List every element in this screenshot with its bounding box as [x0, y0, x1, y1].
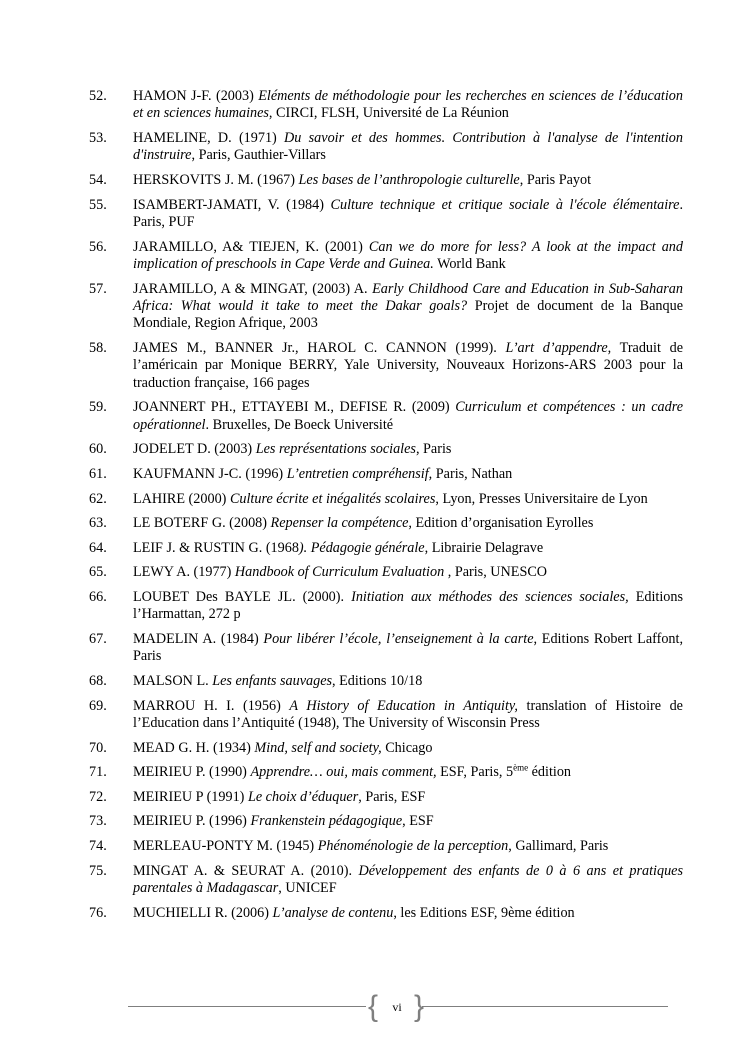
reference-number: 58. [89, 340, 107, 356]
footer-rule-right [422, 1006, 668, 1007]
reference-segment: MEAD G. H. (1934) [133, 739, 255, 756]
reference-number: 61. [89, 466, 107, 482]
reference-title: Frankenstein pédagogique [250, 813, 403, 830]
right-brace-icon: } [414, 990, 425, 1023]
reference-segment: MADELIN A. (1984) [133, 630, 264, 647]
reference-title: Phénoménologie de la perception [317, 837, 509, 854]
reference-segment: LE BOTERF G. (2008) [133, 515, 271, 532]
reference-segment: , Librairie Delagrave [424, 539, 544, 556]
reference-number: 53. [89, 130, 107, 146]
reference-segment: ESF, Paris, 5 [436, 764, 514, 781]
reference-number: 74. [89, 837, 107, 854]
reference-text [133, 441, 683, 458]
reference-text [133, 813, 683, 830]
reference-text [133, 491, 683, 508]
reference-item [89, 905, 683, 922]
reference-segment: LOUBET Des BAYLE JL. (2000). [133, 588, 352, 605]
reference-item [89, 466, 683, 483]
reference-segment: MERLEAU-PONTY M. (1945) [133, 837, 318, 854]
reference-text [133, 564, 683, 581]
reference-item [89, 564, 683, 581]
reference-number: 65. [89, 564, 107, 581]
reference-item [89, 130, 683, 165]
reference-number: 73. [89, 813, 107, 830]
reference-item [89, 491, 683, 508]
reference-item [89, 813, 683, 830]
reference-item [89, 740, 683, 757]
reference-segment: Traduit de l’américain par Monique BERRY, Yale University, Nouveaux Horizons-ARS 2003 pour la traduction française, 166 pages [133, 340, 683, 391]
reference-number: 54. [89, 172, 107, 188]
reference-text [133, 281, 683, 333]
reference-item [89, 863, 683, 898]
reference-segment: ISAMBERT-JAMATI, V. (1984) [133, 196, 331, 213]
reference-text [133, 340, 683, 392]
reference-segment: Chicago [381, 739, 433, 756]
reference-title: Mind, self and society, [254, 739, 382, 756]
reference-number: 64. [89, 539, 107, 556]
reference-item [89, 172, 683, 189]
reference-segment: JOANNERT PH., ETTAYEBI M., DEFISE R. (2009) [133, 399, 456, 416]
reference-segment: MALSON L. [133, 672, 213, 689]
reference-number: 71. [89, 764, 107, 781]
reference-segment: MEIRIEU P (1991) [133, 788, 248, 805]
reference-item [89, 340, 683, 392]
reference-segment: HERSKOVITS J. M. (1967) [133, 172, 299, 188]
reference-segment: MINGAT A. & SEURAT A. (2010). [133, 862, 359, 879]
reference-title: Curriculum et compétences : un cadre opérationnel [133, 399, 683, 433]
reference-segment: Editions l’Harmattan, 272 p [133, 588, 683, 623]
reference-number: 72. [89, 788, 107, 805]
reference-segment: , ESF [402, 813, 434, 830]
reference-number: 55. [89, 196, 107, 213]
reference-number: 60. [89, 441, 107, 458]
reference-title: Repenser la compétence [270, 515, 409, 532]
reference-number: 66. [89, 588, 107, 605]
reference-text [133, 698, 683, 733]
reference-item [89, 789, 683, 806]
reference-number: 59. [89, 399, 107, 416]
reference-item [89, 764, 683, 781]
reference-title: Culture technique et critique sociale à l'école élémentaire [330, 196, 680, 213]
reference-text [133, 399, 683, 434]
reference-segment: HAMON J-F. (2003) [133, 88, 259, 104]
reference-segment: , les Editions ESF, 9ème édition [393, 904, 575, 921]
reference-text [133, 172, 683, 189]
reference-segment: , Lyon, Presses Universitaire de Lyon [435, 490, 648, 507]
reference-number: 62. [89, 490, 107, 507]
reference-number: 69. [89, 697, 107, 714]
page-number: vi [392, 1000, 402, 1014]
reference-title: L’art d’appendre, [505, 340, 612, 356]
reference-title: ). Pédagogie générale [298, 539, 425, 556]
reference-title: Early Childhood Care and Education in Sub-Saharan Africa: What would it take to meet the Dakar goals? [133, 280, 683, 314]
reference-item [89, 239, 683, 274]
footer-rule-left [128, 1006, 366, 1007]
reference-title: Apprendre… oui, mais comment, [250, 764, 437, 781]
reference-number: 57. [89, 280, 107, 297]
reference-text [133, 789, 683, 806]
reference-item [89, 281, 683, 333]
reference-title: L’entretien compréhensif, [286, 466, 433, 482]
reference-item [89, 838, 683, 855]
reference-segment: , Paris, UNESCO [444, 564, 548, 581]
reference-title: Eléments de méthodologie pour les recherches en sciences de l’éducation et en sciences humaines [133, 88, 683, 122]
reference-text [133, 838, 683, 855]
reference-segment: , Paris Payot [519, 172, 592, 188]
reference-segment: édition [528, 764, 572, 781]
reference-number: 70. [89, 739, 107, 756]
reference-segment: , UNICEF [278, 879, 337, 896]
reference-segment: , Gallimard, Paris [508, 837, 609, 854]
reference-segment: MEIRIEU P. (1990) [133, 764, 251, 781]
reference-title: Du savoir et des hommes. Contribution à l'analyse de l'intention d'instruire [133, 130, 683, 164]
reference-title: A History of Education in Antiquity, [289, 697, 518, 714]
reference-segment: , Paris [415, 441, 452, 458]
reference-text [133, 130, 683, 165]
superscript-text: ème [513, 762, 529, 773]
reference-segment: MARROU H. I. (1956) [133, 697, 290, 714]
reference-title: Initiation aux méthodes des sciences sociales, [351, 588, 629, 605]
reference-title: Can we do more for less? A look at the impact and implication of preschools in Cape Verde and Guinea. [133, 238, 683, 272]
reference-text [133, 631, 683, 666]
reference-text [133, 466, 683, 483]
reference-text [133, 863, 683, 898]
reference-segment: JODELET D. (2003) [133, 441, 256, 458]
reference-item [89, 515, 683, 532]
reference-segment: Projet de document de la Banque Mondiale, Region Afrique, 2003 [133, 298, 683, 332]
reference-segment: World Bank [433, 256, 506, 272]
reference-number: 56. [89, 238, 107, 255]
reference-text [133, 88, 683, 123]
reference-segment: HAMELINE, D. (1971) [133, 130, 285, 146]
reference-number: 67. [89, 630, 107, 647]
reference-text [133, 515, 683, 532]
reference-title: L’analyse de contenu [272, 904, 394, 921]
reference-number: 75. [89, 862, 107, 879]
reference-number: 76. [89, 904, 107, 921]
reference-text [133, 540, 683, 557]
reference-title: Handbook of Curriculum Evaluation [234, 564, 445, 581]
reference-segment: MUCHIELLI R. (2006) [133, 904, 273, 921]
reference-number: 63. [89, 515, 107, 532]
reference-item [89, 631, 683, 666]
reference-segment: LEIF J. & RUSTIN G. (1968 [133, 539, 299, 556]
reference-segment: MEIRIEU P. (1996) [133, 813, 251, 830]
reference-text [133, 764, 683, 781]
reference-item [89, 698, 683, 733]
reference-segment: , Editions 10/18 [332, 672, 423, 689]
reference-segment: , CIRCI, FLSH, Université de La Réunion [268, 105, 509, 122]
reference-item [89, 540, 683, 557]
reference-segment: JARAMILLO, A& TIEJEN, K. (2001) [133, 238, 369, 255]
reference-title: Développement des enfants de 0 à 6 ans et pratiques parentales à Madagascar [133, 862, 683, 896]
reference-segment: . Bruxelles, De Boeck Université [205, 416, 394, 433]
reference-title: Les enfants sauvages [212, 672, 333, 689]
reference-title: Les représentations sociales [255, 441, 416, 458]
reference-segment: KAUFMANN J-C. (1996) [133, 466, 287, 482]
reference-text [133, 673, 683, 690]
reference-segment: , Editions Robert Laffont, Paris [133, 630, 683, 665]
reference-number: 68. [89, 672, 107, 689]
reference-segment: Paris, Nathan [432, 466, 513, 482]
reference-segment: translation of Histoire de l’Education dans l’Antiquité (1948), The University of Wisconsin Press [133, 697, 683, 731]
page-footer [128, 990, 668, 1023]
reference-item [89, 399, 683, 434]
reference-title: Culture écrite et inégalités scolaires [229, 490, 436, 507]
reference-item [89, 88, 683, 123]
reference-title: Le choix d’éduquer [247, 788, 359, 805]
reference-segment: , Edition d’organisation Eyrolles [408, 515, 594, 532]
reference-segment: LAHIRE (2000) [133, 490, 230, 507]
reference-item [89, 589, 683, 624]
reference-segment: , Paris, Gauthier-Villars [191, 147, 326, 164]
reference-title: Pour libérer l’école, l’enseignement à la carte [263, 630, 534, 647]
left-brace-icon: { [368, 990, 379, 1023]
reference-number: 52. [89, 88, 107, 104]
reference-segment: . Paris, PUF [133, 196, 684, 230]
reference-text [133, 905, 683, 922]
reference-item [89, 673, 683, 690]
reference-list [89, 88, 683, 929]
reference-segment: LEWY A. (1977) [133, 564, 235, 581]
reference-item [89, 197, 683, 232]
reference-title: Les bases de l’anthropologie culturelle [298, 172, 520, 188]
reference-text [133, 589, 683, 624]
reference-text [133, 239, 683, 274]
reference-text [133, 197, 683, 232]
reference-segment: , Paris, ESF [358, 788, 426, 805]
reference-item [89, 441, 683, 458]
reference-segment: JARAMILLO, A & MINGAT, (2003) A. [133, 280, 373, 297]
reference-text [133, 740, 683, 757]
reference-segment: JAMES M., BANNER Jr., HAROL C. CANNON (1999). [133, 340, 506, 356]
